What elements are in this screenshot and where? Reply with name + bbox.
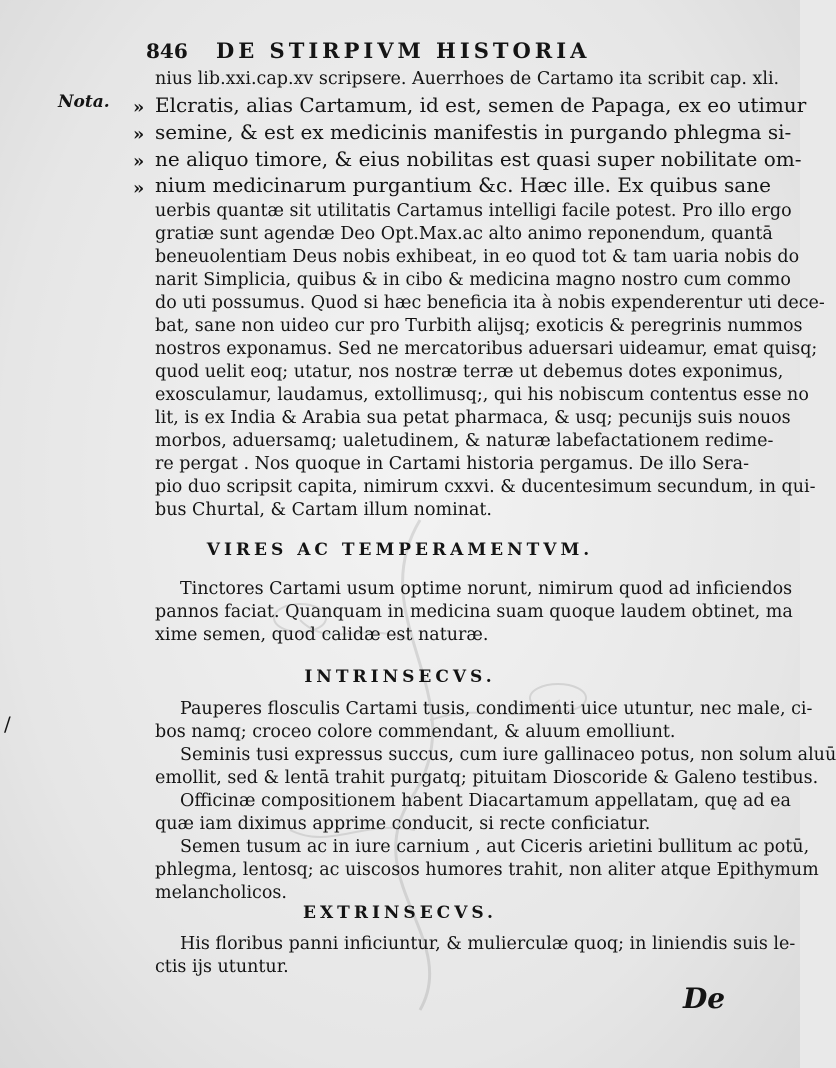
section-line: Pauperes flosculis Cartami tusis, condimenti uice utuntur, nec male, ci- xyxy=(180,699,813,719)
section-line: Tinctores Cartami usum optime norunt, nimirum quod ad inficiendos xyxy=(180,579,793,599)
body-line: beneuolentiam Deus nobis exhibeat, in eo quod tot & tam uaria nobis do xyxy=(155,247,800,267)
body-line: nostros exponamus. Sed ne mercatoribus aduersari uideamur, emat quisq; xyxy=(155,339,818,359)
body-line: lit, is ex India & Arabia sua petat pharmaca, & usq; pecunijs suis nouos xyxy=(155,408,791,428)
margin-mark: / xyxy=(4,712,11,736)
section-heading: INTRINSECVS. xyxy=(304,667,496,687)
body-line: nium medicinarum purgantium &c. Hæc ille. Ex quibus sane xyxy=(155,173,771,197)
section-line: emollit, sed & lentā trahit purgatq; pituitam Dioscoride & Galeno testibus. xyxy=(155,768,819,788)
body-line: Elcratis, alias Cartamum, id est, semen de Papaga, ex eo utimur xyxy=(155,93,807,117)
running-head: DE STIRPIVM HISTORIA xyxy=(216,38,591,63)
section-line: Seminis tusi expressus succus, cum iure gallinaceo potus, non solum aluū xyxy=(180,745,836,765)
body-line: uerbis quantæ sit utilitatis Cartamus intelligi facile potest. Pro illo ergo xyxy=(155,201,792,221)
running-header xyxy=(146,38,646,63)
section-line: melancholicos. xyxy=(155,883,287,903)
body-line: gratiæ sunt agendæ Deo Opt.Max.ac alto animo reponendum, quantā xyxy=(155,224,773,244)
section-line: quæ iam diximus apprime conducit, si recte conficiatur. xyxy=(155,814,651,834)
body-line: semine, & est ex medicinis manifestis in purgando phlegma si- xyxy=(155,120,792,144)
section-line: His floribus panni inficiuntur, & mulierculæ quoq; in liniendis suis le- xyxy=(180,934,796,954)
quote-mark: » xyxy=(133,124,145,145)
body-line: nius lib.xxi.cap.xv scripsere. Auerrhoes de Cartamo ita scribit cap. xli. xyxy=(155,69,780,89)
section-heading: EXTRINSECVS. xyxy=(303,903,497,923)
margin-note: Nota. xyxy=(58,92,110,112)
section-line: Semen tusum ac in iure carnium , aut Ciceris arietini bullitum ac potū, xyxy=(180,837,810,857)
section-line: xime semen, quod calidæ est naturæ. xyxy=(155,625,489,645)
section-line: Officinæ compositionem habent Diacartamum appellatam, quę ad ea xyxy=(180,791,791,811)
body-line: ne aliquo timore, & eius nobilitas est quasi super nobilitate om- xyxy=(155,147,802,171)
body-line: bat, sane non uideo cur pro Turbith alijsq; exoticis & peregrinis nummos xyxy=(155,316,803,336)
body-line: exosculamur, laudamus, extollimusq;, qui his nobiscum contentus esse no xyxy=(155,385,809,405)
body-line: re pergat . Nos quoque in Cartami historia pergamus. De illo Sera- xyxy=(155,454,750,474)
body-line: do uti possumus. Quod si hæc beneficia ita à nobis expenderentur uti dece- xyxy=(155,293,825,313)
quote-mark: » xyxy=(133,151,145,172)
body-line: quod uelit eoq; utatur, nos nostræ terræ ut debemus dotes exponimus, xyxy=(155,362,784,382)
body-line: narit Simplicia, quibus & in cibo & medicina magno nostro cum commo xyxy=(155,270,791,290)
body-line: morbos, aduersamq; ualetudinem, & naturæ labefactationem redime- xyxy=(155,431,774,451)
section-line: phlegma, lentosq; ac uiscosos humores trahit, non aliter atque Epithymum xyxy=(155,860,819,880)
body-line: bus Churtal, & Cartam illum nominat. xyxy=(155,500,492,520)
page-number: 846 xyxy=(146,39,188,63)
section-heading: VIRES AC TEMPERAMENTVM. xyxy=(206,540,594,560)
section-line: pannos faciat. Quanquam in medicina suam quoque laudem obtinet, ma xyxy=(155,602,793,622)
quote-mark: » xyxy=(133,97,145,118)
section-line: ctis ijs utuntur. xyxy=(155,957,289,977)
catchword: De xyxy=(683,982,726,1015)
body-line: pio duo scripsit capita, nimirum cxxvi. & ducentesimum secundum, in qui- xyxy=(155,477,816,497)
section-line: bos namq; croceo colore commendant, & aluum emolliunt. xyxy=(155,722,676,742)
quotation-marks xyxy=(133,94,155,202)
quote-mark: » xyxy=(133,178,145,199)
